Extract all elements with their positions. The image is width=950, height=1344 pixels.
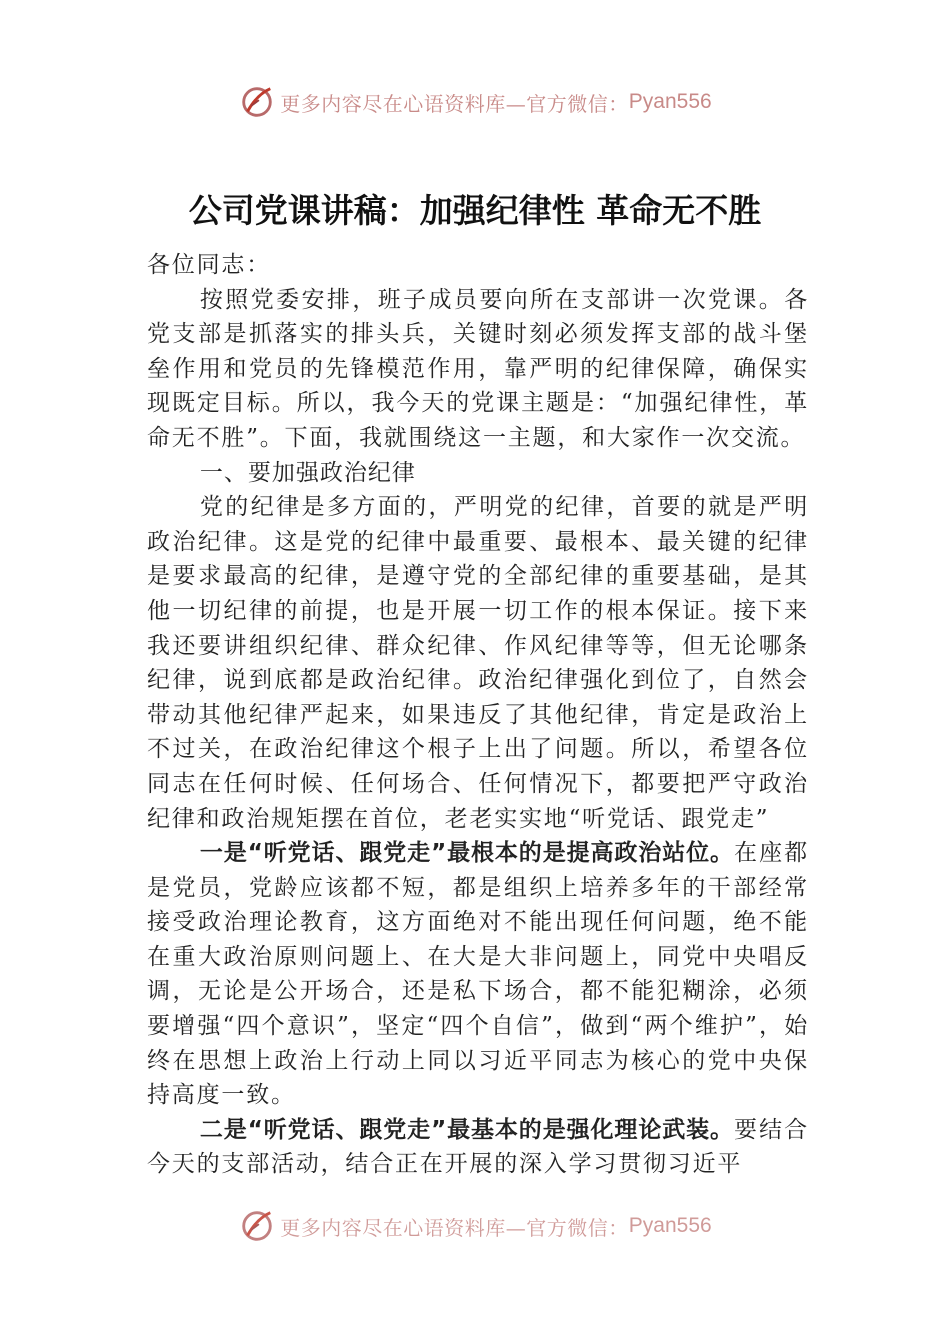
- point1-paragraph: [147, 836, 809, 1113]
- section1-heading: 一、要加强政治纪律: [199, 459, 416, 486]
- intro-paragraph: 按照党委安排，班子成员要向所在支部讲一次党课。各党支部是抓落实的排头兵，关键时刻必须发挥支部的战斗堡垒作用和党员的先锋模范作用，靠严明的纪律保障，确保实现既定目标。所以，我今天的党课主题是：“加强纪律性，革命无不胜”。下面，我就围绕这一主题，和大家作一次交流。: [147, 286, 809, 451]
- document-body: [147, 248, 809, 1182]
- watermark-footer: [0, 1206, 950, 1246]
- watermark-wechat-id: Pyan556: [628, 1214, 712, 1237]
- watermark-text: 更多内容尽在心语资料库—官方微信：: [280, 1215, 629, 1240]
- watermark-text: 更多内容尽在心语资料库—官方微信：: [280, 91, 629, 116]
- brush-logo-icon: [238, 83, 276, 121]
- point2-paragraph: [147, 1113, 809, 1182]
- section1-paragraph: 党的纪律是多方面的，严明党的纪律，首要的就是严明政治纪律。这是党的纪律中最重要、最根本、最关键的纪律是要求最高的纪律，是遵守党的全部纪律的重要基础，是其他一切纪律的前提，也是开展一切工作的根本保证。接下来我还要讲组织纪律、群众纪律、作风纪律等等，但无论哪条纪律，说到底都是政治纪律。政治纪律强化到位了，自然会带动其他纪律严起来，如果违反了其他纪律，肯定是政治上不过关，在政治纪律这个根子上出了问题。所以，希望各位同志在任何时候、任何场合、任何情况下，都要把严守政治纪律和政治规矩摆在首位，老老实实地“听党话、跟党走”: [147, 494, 809, 832]
- watermark-wechat-id: Pyan556: [628, 90, 712, 113]
- point2-text: 要结合今天的支部活动，结合正在开展的深入学习贯彻习近平: [147, 1116, 809, 1178]
- point1-lead: 一是“听党话、跟党走”最根本的是提高政治站位。: [199, 840, 734, 867]
- salutation: 各位同志：: [147, 252, 271, 278]
- point1-text: 在座都是党员，党龄应该都不短，都是组织上培养多年的干部经常接受政治理论教育，这方面绝对不能出现任何问题，绝不能在重大政治原则问题上、在大是大非问题上，同党中央唱反调，无论是公开场合，还是私下场合，都不能犯糊涂，必须要增强“四个意识”，坚定“四个自信”，做到“两个维护”，始终在思想上政治上行动上同以习近平同志为核心的党中央保持高度一致。: [147, 840, 809, 1109]
- watermark-header: [0, 82, 950, 122]
- point2-lead: 二是“听党话、跟党走”最基本的是强化理论武装。: [199, 1116, 734, 1143]
- document-title: 公司党课讲稿：加强纪律性 革命无不胜: [188, 191, 762, 230]
- brush-logo-icon: [238, 1207, 276, 1245]
